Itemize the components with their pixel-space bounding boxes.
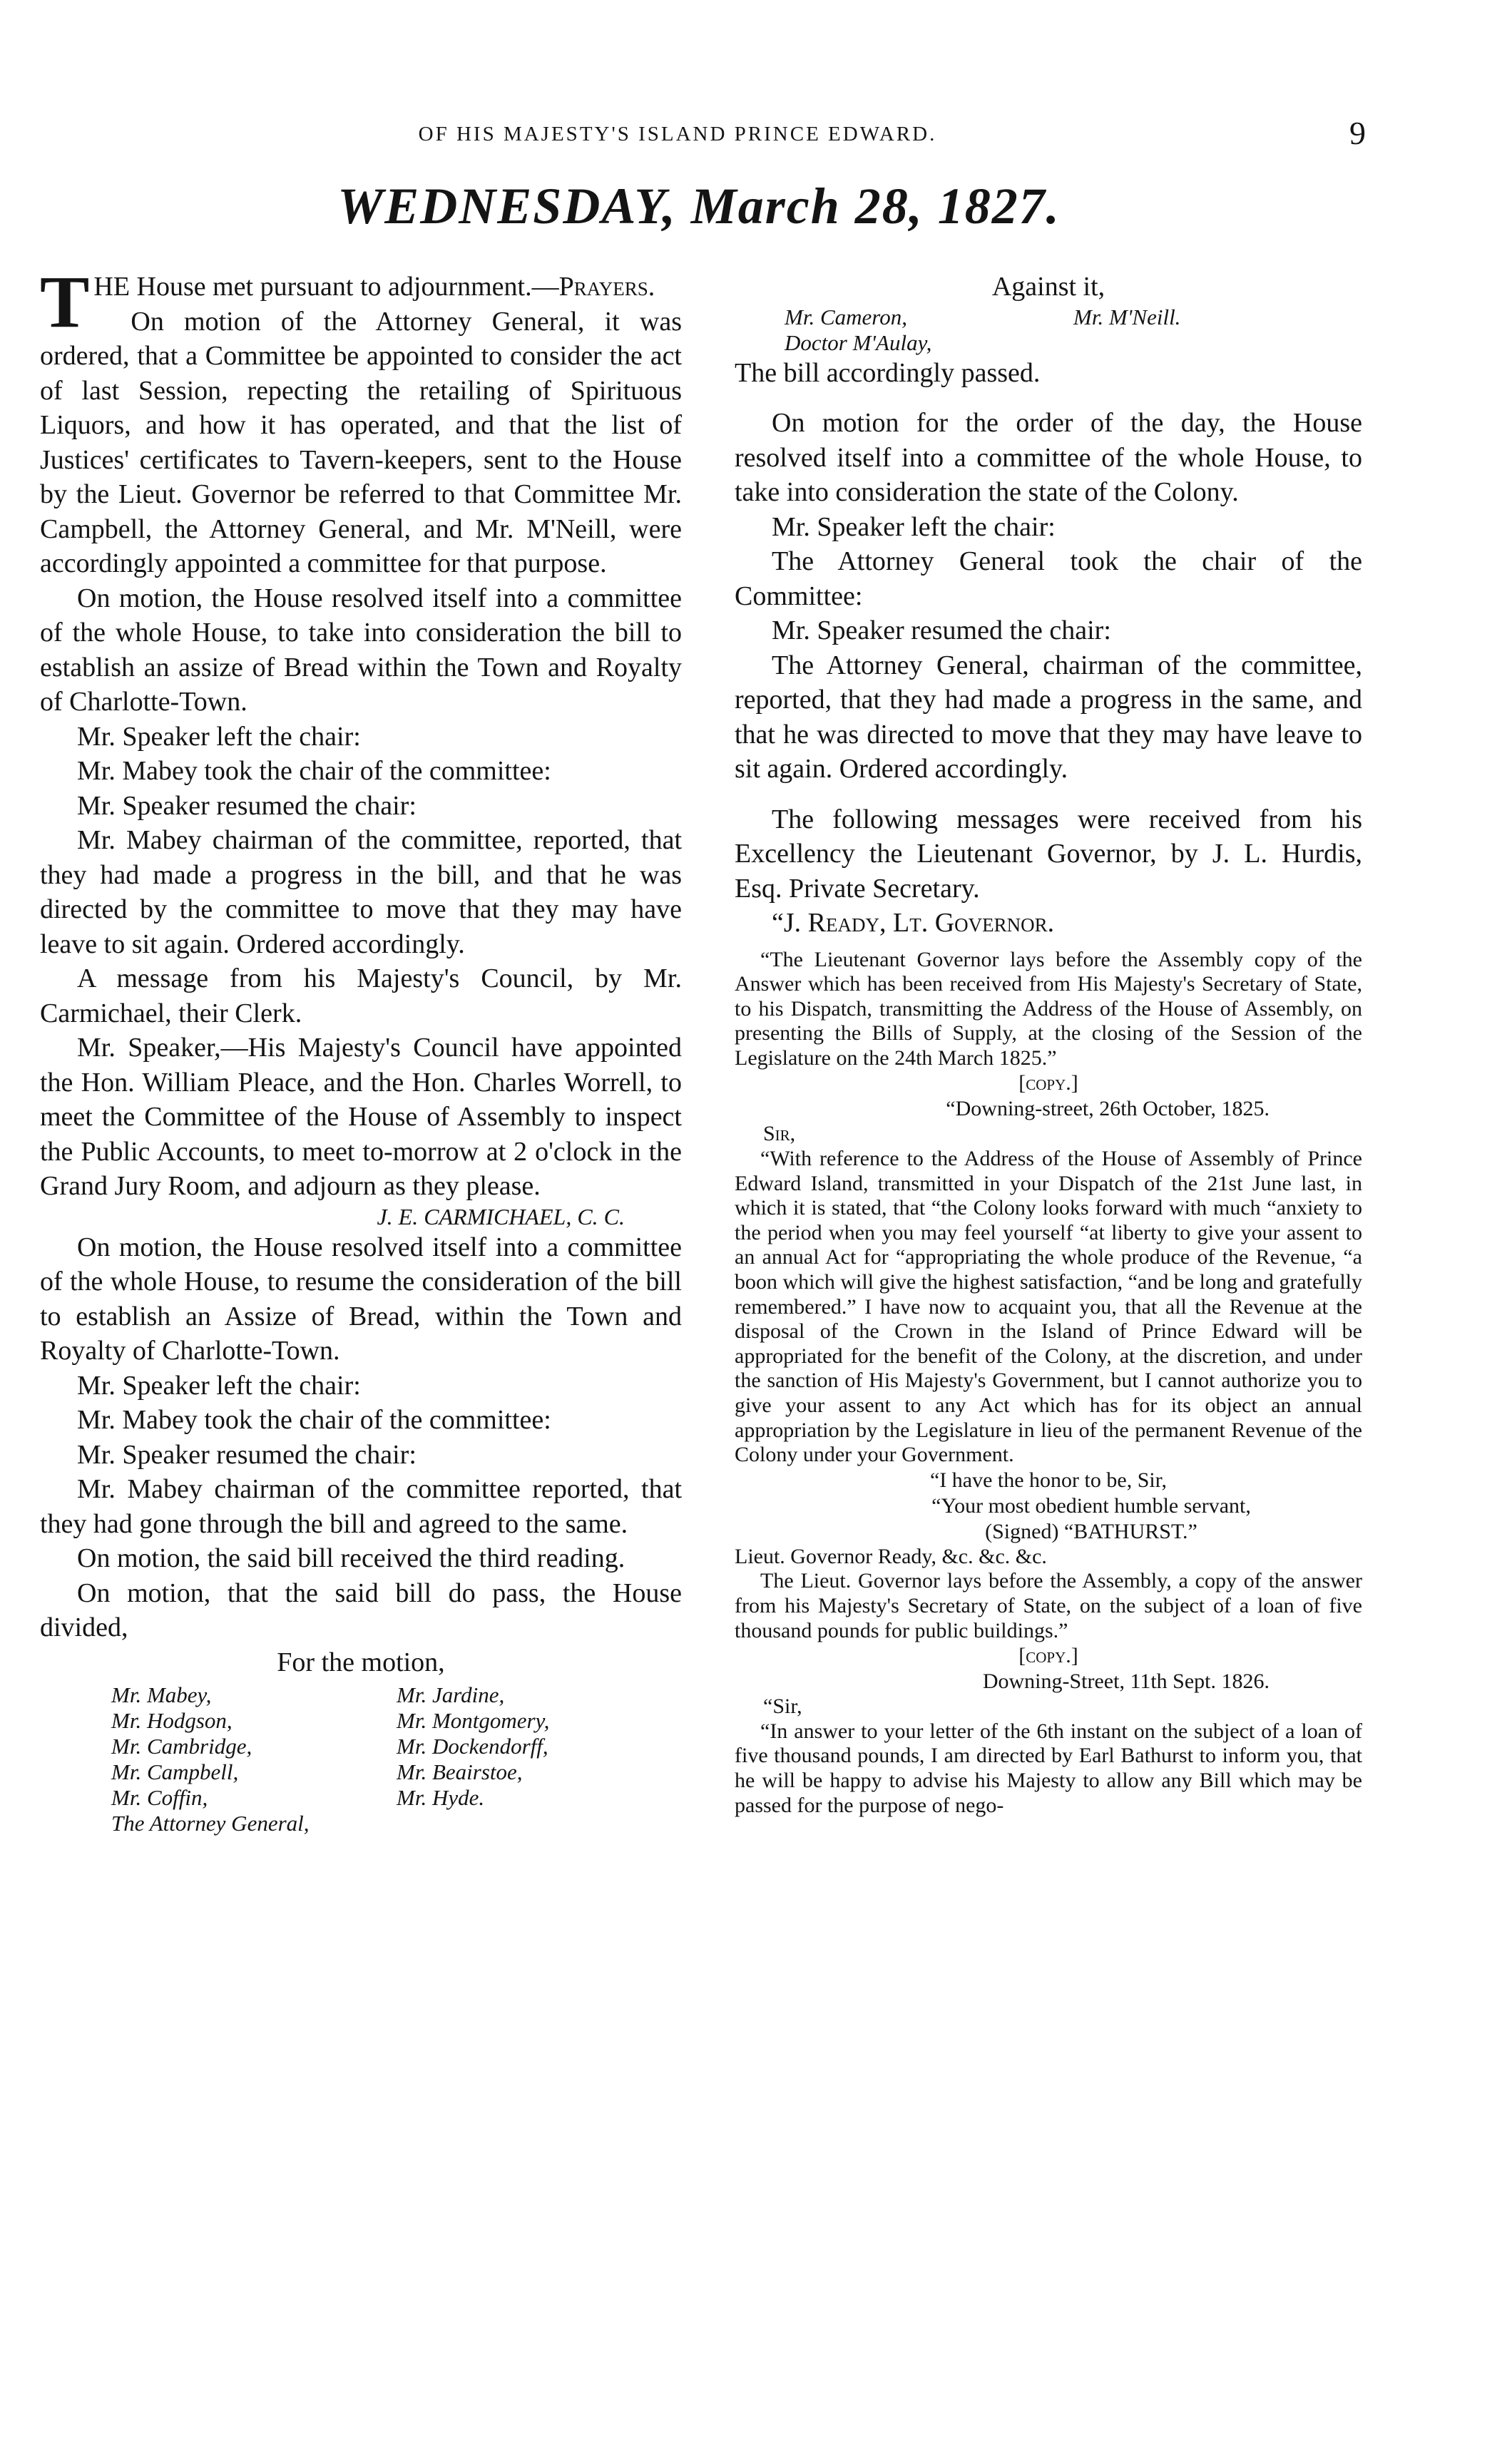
paragraph: On motion of the Attorney General, it was ordered, that a Committee be appointed to consider the act of last Session, repecting the retailing of Spirituous Liquors, and how it has operated, and that the list of Justices' certificates to Tavern-keepers, sent to the House by the Lieut. Governor be referred to that Committee Mr. Campbell, the Attorney General, and Mr. M'Neill, were accordingly appointed a committee for that purpose. bbox=[40, 306, 682, 578]
paragraph: Mr. Mabey chairman of the committee reported, that they had gone through the bill and agreed to the same. bbox=[40, 1474, 682, 1539]
paragraph: Mr. Speaker resumed the chair: bbox=[77, 1439, 417, 1470]
closing-line: “I have the honor to be, Sir, bbox=[929, 1468, 1168, 1492]
vote-name: Doctor M'Aulay, bbox=[785, 329, 932, 355]
page-number: 9 bbox=[1349, 115, 1366, 151]
paragraph: The Attorney General, chairman of the committee, reported, that they had made a progress in the same, and that he was directed to move that they may have leave to sit again. Ordered accordingly. bbox=[735, 650, 1362, 784]
running-head: OF HIS MAJESTY'S ISLAND PRINCE EDWARD. bbox=[418, 123, 937, 145]
paragraph: The following messages were received from his Excellency the Lieutenant Governor, by J. L. Hurdis, Esq. Private Secretary. bbox=[735, 804, 1362, 904]
vote-name: Mr. Cameron, bbox=[785, 304, 907, 329]
vote-name: Mr. Campbell, bbox=[111, 1759, 239, 1784]
for-motion-names bbox=[40, 1682, 682, 1836]
paragraph: On motion, that the said bill do pass, the House divided, bbox=[40, 1578, 682, 1642]
vote-name: Mr. M'Neill. bbox=[1073, 304, 1181, 329]
vote-name: Mr. Cambridge, bbox=[111, 1734, 252, 1759]
paragraph: On motion, the said bill received the third reading. bbox=[77, 1543, 625, 1573]
vote-name: Mr. Coffin, bbox=[111, 1785, 208, 1810]
message-text: “With reference to the Address of the House of Assembly of Prince Edward Island, transmitted in your Dispatch of the 21st June last, in which it is stated, that “the Colony looks forward with much “anxiety to the period when you may feel yourself “at liberty to give your assent to an annual Act for “appropriating the whole produce of the Revenue, “a boon which will give the highest satisfaction, “and be long and gratefully remembered.” I have now to acquaint you, that all the Revenue at the disposal of the Crown in the Island of Prince Edward will be appropriated for the benefit of the Colony, at the discretion, and under the sanction of His Majesty's Government, but I cannot authorize you to give your assent to any Act which has for its object an annual appropriation by the Legislature in lieu of the permanent Revenue of the Colony under your Government. bbox=[735, 1147, 1362, 1467]
vote-name: Mr. Montgomery, bbox=[397, 1708, 550, 1733]
council-signature: J. E. CARMICHAEL, C. C. bbox=[377, 1203, 625, 1229]
salutation: Sir, bbox=[763, 1122, 796, 1146]
paragraph: Mr. Speaker,—His Majesty's Council have appointed the Hon. William Pleace, and the Hon. Charles Worrell, to meet the Committee of the House of Assembly to inspect the Public Accounts, to meet to-morrow at 2 o'clock in the Grand Jury Room, and adjourn as they please. bbox=[40, 1033, 682, 1201]
vote-name bbox=[397, 1811, 682, 1836]
against-names bbox=[735, 305, 1362, 356]
paragraph: Mr. Mabey took the chair of the committee: bbox=[77, 756, 551, 786]
paragraph: Mr. Speaker left the chair: bbox=[77, 1370, 361, 1401]
message-heading: “J. Ready, Lt. Governor. bbox=[772, 908, 1055, 938]
paragraph: The Attorney General took the chair of the Committee: bbox=[735, 546, 1362, 611]
against-heading: Against it, bbox=[991, 272, 1105, 302]
vote-name: Mr. Beairstoe, bbox=[397, 1759, 523, 1784]
closing-line: “Your most obedient humble servant, bbox=[931, 1493, 1251, 1518]
opening-paragraph bbox=[40, 270, 682, 343]
right-column bbox=[735, 270, 1362, 2409]
paragraph: On motion, the House resolved itself into a committee of the whole House, to take into consideration the bill to establish an assize of Bread within the Town and Royalty of Charlotte-Town. bbox=[40, 583, 682, 717]
paragraph: Mr. Mabey chairman of the committee, reported, that they had made a progress in the bill, and that he was directed by the committee to move that they may have leave to sit again. Ordered accordingly. bbox=[40, 825, 682, 959]
vote-name: Mr. Jardine, bbox=[397, 1682, 505, 1707]
paragraph: On motion, the House resolved itself into a committee of the whole House, to resume the consideration of the bill to establish an Assize of Bread, within the Town and Royalty of Charlotte-Town. bbox=[40, 1232, 682, 1366]
paragraph: Mr. Speaker left the chair: bbox=[77, 721, 361, 752]
vote-name: Mr. Hyde. bbox=[397, 1785, 485, 1810]
prayers-text: Prayers. bbox=[558, 272, 655, 302]
paragraph: On motion for the order of the day, the House resolved itself into a committee of the whole House, to take into consideration the state of the Colony. bbox=[735, 408, 1362, 507]
paragraph: The bill accordingly passed. bbox=[735, 357, 1041, 388]
copy-label: [copy.] bbox=[1018, 1071, 1078, 1095]
vote-name: The Attorney General, bbox=[111, 1811, 310, 1836]
addressee-line: Lieut. Governor Ready, &c. &c. &c. bbox=[735, 1544, 1047, 1568]
message-text: “The Lieutenant Governor lays before the Assembly copy of the Answer which has been received from His Majesty's Secretary of State, to his Dispatch, transmitting the Address of the House of Assembly, on presenting the Bills of Supply, at the closing of the Session of the Legislature on the 24th March 1825.” bbox=[735, 947, 1362, 1070]
message-text: “In answer to your letter of the 6th instant on the subject of a loan of five thousand pounds, I am directed by Earl Bathurst to inform you, that he will be happy to advise his Majesty to allow any Bill which may be passed for the purpose of nego- bbox=[735, 1719, 1362, 1817]
message-text: The Lieut. Governor lays before the Assembly, a copy of the answer from his Majesty's Secretary of State, on the subject of a loan of five thousand pounds for public buildings.” bbox=[735, 1569, 1362, 1642]
signed-line: (Signed) “BATHURST.” bbox=[985, 1519, 1197, 1543]
copy-label: [copy.] bbox=[1018, 1644, 1078, 1668]
letter-date: “Downing-street, 26th October, 1825. bbox=[946, 1097, 1270, 1121]
letter-date: Downing-Street, 11th Sept. 1826. bbox=[982, 1670, 1270, 1694]
for-motion-heading: For the motion, bbox=[277, 1647, 445, 1677]
opening-text: HE House met pursuant to adjournment.— bbox=[93, 272, 559, 302]
paragraph: Mr. Speaker resumed the chair: bbox=[77, 790, 417, 821]
vote-name: Mr. Dockendorff, bbox=[397, 1734, 548, 1759]
date-heading: WEDNESDAY, March 28, 1827. bbox=[337, 178, 1061, 235]
paragraph: A message from his Majesty's Council, by Mr. Carmichael, their Clerk. bbox=[40, 963, 682, 1028]
vote-name: Mr. Hodgson, bbox=[111, 1708, 233, 1733]
vote-name bbox=[1073, 330, 1362, 356]
paragraph: Mr. Speaker resumed the chair: bbox=[772, 615, 1111, 645]
left-column bbox=[40, 270, 682, 2409]
drop-cap: T bbox=[40, 270, 90, 343]
paragraph: Mr. Speaker left the chair: bbox=[772, 511, 1056, 542]
salutation: “Sir, bbox=[763, 1694, 802, 1719]
paragraph: Mr. Mabey took the chair of the committee: bbox=[77, 1405, 551, 1435]
vote-name: Mr. Mabey, bbox=[111, 1682, 212, 1707]
